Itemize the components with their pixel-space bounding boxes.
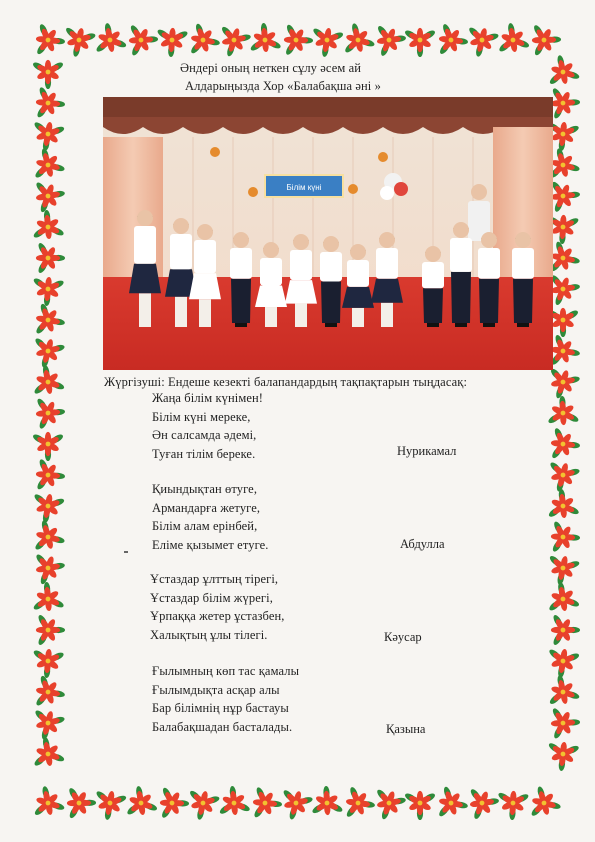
poinsettia-flower [404, 28, 437, 57]
poinsettia-flower [26, 395, 68, 435]
poinsettia-flower [24, 734, 67, 778]
poinsettia-flower [32, 60, 65, 89]
poinsettia-flower [540, 425, 584, 468]
heading-line-2: Алдарыңызда Хор «Балабақша әні » [185, 79, 381, 93]
poem-line: Ұстаздар білім жүрегі, [150, 590, 273, 605]
poinsettia-flower [117, 783, 160, 827]
poinsettia-flower [25, 579, 68, 622]
poinsettia-flower [24, 783, 67, 827]
poem-line: Ұрпаққа жетер ұстазбен, [150, 609, 285, 624]
banner-text: Білім күні [286, 183, 322, 192]
poinsettia-flower [25, 21, 69, 64]
poinsettia-flower [119, 22, 161, 63]
poinsettia-flower [335, 783, 379, 826]
poinsettia-flower [540, 486, 583, 530]
poinsettia-flower [29, 119, 66, 153]
poinsettia-flower [86, 20, 129, 64]
poinsettia-flower [28, 335, 67, 372]
poem-author: Нурикамал [397, 444, 457, 458]
poinsettia-flower [462, 24, 501, 60]
poinsettia-flower [211, 783, 254, 827]
poinsettia-flower [155, 27, 190, 58]
poinsettia-flower [149, 784, 192, 826]
poinsettia-flower [428, 783, 472, 826]
poem-line: Еліме қызымет етуге. [152, 537, 269, 552]
poinsettia-flower [91, 788, 128, 822]
poem-line: Ән салсамда әдемі, [152, 428, 257, 443]
poem-line: Туған тілім береке. [152, 446, 256, 461]
poinsettia-flower [540, 518, 583, 560]
poinsettia-flower [30, 648, 65, 680]
poem-line: Балабақшадан басталады. [152, 719, 293, 734]
poem-line: Қиындықтан өтуге, [152, 482, 258, 496]
poinsettia-flower [28, 707, 67, 744]
poem-line: Бар білімнің нұр бастауы [152, 701, 289, 716]
poem-line: Ғылымдықта асқар алы [152, 682, 280, 697]
children-stage-photo [103, 97, 553, 370]
poinsettia-flower [541, 705, 583, 746]
poinsettia-flower [25, 456, 68, 499]
heading-line-1: Әндері оның неткен сұлу әсем ай [180, 61, 362, 75]
poinsettia-flower [540, 611, 583, 653]
poinsettia-flower [334, 20, 378, 64]
poinsettia-flower [242, 784, 285, 827]
poinsettia-flower [540, 393, 582, 436]
poinsettia-flower [545, 740, 580, 772]
poinsettia-flower [539, 52, 582, 96]
poinsettia-flower [539, 579, 582, 623]
poinsettia-flower [304, 783, 346, 826]
poinsettia-flower [544, 553, 582, 588]
poinsettia-flower [539, 672, 582, 716]
poinsettia-flower [522, 22, 564, 63]
poinsettia-flower [25, 300, 69, 343]
poinsettia-flower [242, 20, 285, 63]
poinsettia-flower [428, 21, 472, 64]
poinsettia-flower [25, 611, 68, 653]
poem-line: Білім күні мереке, [152, 409, 251, 424]
poinsettia-flower [59, 25, 97, 61]
poem-line: Ғылымның көп тас қамалы [152, 664, 300, 678]
poinsettia-flower [56, 785, 99, 826]
poem-author: Кәусар [384, 630, 422, 644]
poem-line: Ұстаздар ұлттың тірегі, [150, 572, 279, 586]
poinsettia-flower [24, 145, 68, 189]
poinsettia-flower [183, 788, 221, 824]
poem-line: Халықтың ұлы тілегі. [150, 627, 268, 642]
poinsettia-flower [496, 790, 530, 821]
stray-mark [124, 551, 128, 553]
poem-author: Қазына [386, 722, 426, 736]
poinsettia-flower [29, 491, 66, 525]
poem-line: Білім алам ерінбей, [152, 519, 258, 534]
poinsettia-flower [404, 791, 437, 820]
poem-line: Жаңа білім күнімен! [152, 391, 264, 405]
poinsettia-flower [489, 20, 532, 64]
poinsettia-flower [25, 207, 68, 250]
poinsettia-flower [25, 84, 68, 127]
poinsettia-flower [25, 239, 68, 281]
poinsettia-flower [30, 276, 65, 308]
poinsettia-flower [180, 20, 224, 63]
poem-author: Абдулла [400, 537, 445, 551]
poinsettia-flower [520, 783, 564, 827]
poinsettia-flower [24, 517, 68, 561]
poinsettia-flower [32, 432, 65, 461]
poinsettia-flower [544, 646, 581, 680]
poinsettia-flower [24, 362, 67, 406]
presenter-line: Жүргізуші: Ендеше кезекті балапандардың тақпақтарын тыңдасақ: [104, 375, 468, 389]
poinsettia-flower [308, 25, 345, 59]
poinsettia-flower [273, 21, 316, 63]
poem-line: Армандарға жетуге, [152, 500, 261, 515]
poinsettia-flower [25, 672, 69, 715]
poinsettia-flower [367, 22, 408, 62]
